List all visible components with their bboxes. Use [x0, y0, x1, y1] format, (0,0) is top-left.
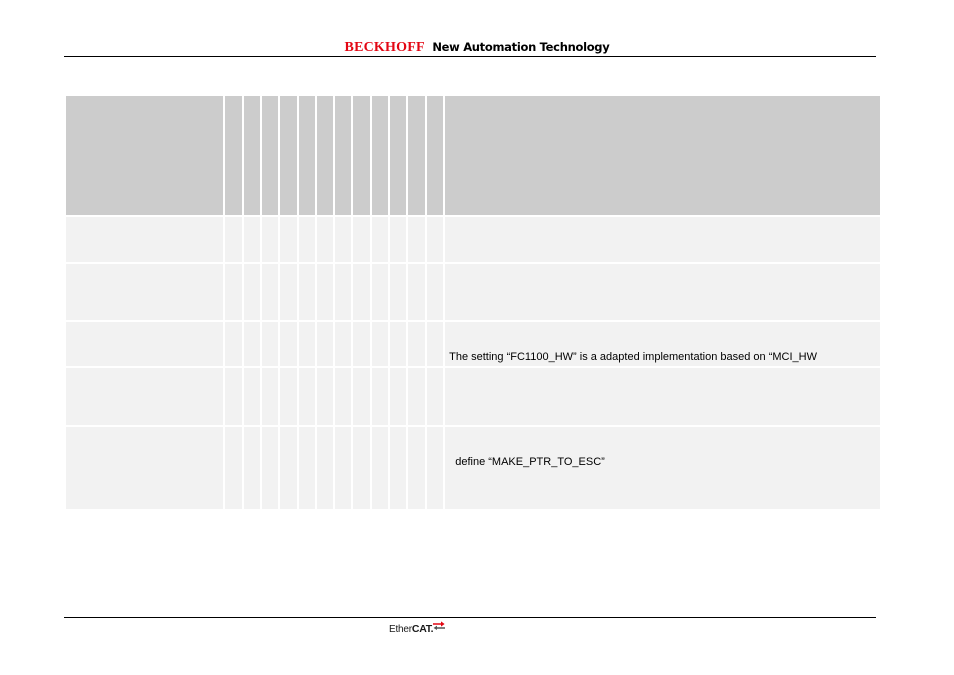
row-flag-cell [427, 368, 443, 425]
row-flag-cell [408, 217, 424, 262]
row-flag-cell [427, 217, 443, 262]
row-flag-cell [225, 217, 241, 262]
row-flag-cell [353, 427, 369, 509]
row-name-cell [66, 264, 223, 320]
row-flag-cell [353, 264, 369, 320]
row-flag-cell [427, 322, 443, 366]
row-name-cell [66, 427, 223, 509]
row-flag-cell [280, 264, 296, 320]
row-flag-cell [335, 427, 351, 509]
row-flag-cell [244, 322, 260, 366]
row-flag-cell [299, 322, 315, 366]
row-name-cell [66, 217, 223, 262]
row-flag-cell [335, 322, 351, 366]
header-cell-flag [280, 96, 296, 215]
row-flag-cell [299, 368, 315, 425]
header-divider [64, 56, 876, 57]
header-cell-flag [372, 96, 388, 215]
header-cell-flag [353, 96, 369, 215]
row-flag-cell [225, 322, 241, 366]
brand-name: BECKHOFF [344, 40, 425, 55]
row-flag-cell [280, 427, 296, 509]
row-flag-cell [390, 264, 406, 320]
row-description-cell [445, 427, 880, 509]
row-flag-cell [390, 427, 406, 509]
row-flag-cell [353, 217, 369, 262]
row-flag-cell [262, 368, 278, 425]
header-cell-description [445, 96, 880, 215]
header-cell-flag [317, 96, 333, 215]
header-cell-flag [335, 96, 351, 215]
row-flag-cell [299, 217, 315, 262]
header-cell-name [66, 96, 223, 215]
row-flag-cell [408, 264, 424, 320]
logo-cat-text: CAT. [411, 623, 434, 635]
row-flag-cell [225, 427, 241, 509]
row-flag-cell [317, 368, 333, 425]
header-brand [0, 38, 954, 57]
row-flag-cell [390, 368, 406, 425]
row-flag-cell [244, 217, 260, 262]
logo-ether-text: Ether [389, 624, 412, 635]
table-row [66, 322, 880, 366]
row-flag-cell [299, 427, 315, 509]
row-description-cell [445, 217, 880, 262]
table-header-row [66, 96, 880, 215]
header-cell-flag [299, 96, 315, 215]
header-cell-flag [244, 96, 260, 215]
table-row [66, 368, 880, 425]
row-description-cell [445, 264, 880, 320]
header-cell-flag [408, 96, 424, 215]
row-flag-cell [408, 322, 424, 366]
brand-tagline: New Automation Technology [432, 40, 610, 54]
row-flag-cell [408, 368, 424, 425]
header-cell-flag [225, 96, 241, 215]
header-cell-flag [390, 96, 406, 215]
table-row [66, 217, 880, 262]
row-flag-cell [262, 427, 278, 509]
row-flag-cell [317, 217, 333, 262]
row-flag-cell [225, 264, 241, 320]
row-flag-cell [372, 322, 388, 366]
row-flag-cell [280, 322, 296, 366]
row-flag-cell [244, 264, 260, 320]
row-flag-cell [225, 368, 241, 425]
row-flag-cell [244, 427, 260, 509]
row-flag-cell [335, 217, 351, 262]
row-flag-cell [427, 264, 443, 320]
row-description-text: define “MAKE_PTR_TO_ESC” [449, 456, 605, 468]
logo-arrows-icon [433, 621, 445, 630]
row-flag-cell [317, 322, 333, 366]
header-cell-flag [427, 96, 443, 215]
row-flag-cell [280, 217, 296, 262]
header-cell-flag [262, 96, 278, 215]
row-description-text: The setting “FC1100_HW” is a adapted implementation based on “MCI_HW [449, 351, 817, 363]
footer-divider [64, 617, 876, 618]
logo-arrow-right [433, 621, 445, 626]
row-name-cell [66, 322, 223, 366]
ethercat-logo [389, 621, 445, 637]
row-flag-cell [390, 322, 406, 366]
settings-table [64, 94, 882, 511]
row-flag-cell [262, 264, 278, 320]
row-flag-cell [372, 427, 388, 509]
logo-arrow-left [434, 626, 445, 630]
table-row [66, 427, 880, 509]
row-flag-cell [244, 368, 260, 425]
row-flag-cell [353, 368, 369, 425]
row-flag-cell [408, 427, 424, 509]
row-name-cell [66, 368, 223, 425]
row-flag-cell [372, 217, 388, 262]
row-flag-cell [335, 368, 351, 425]
row-description-cell [445, 322, 880, 366]
row-flag-cell [317, 427, 333, 509]
row-flag-cell [335, 264, 351, 320]
row-flag-cell [280, 368, 296, 425]
table-row [66, 264, 880, 320]
row-flag-cell [353, 322, 369, 366]
row-flag-cell [317, 264, 333, 320]
row-flag-cell [262, 217, 278, 262]
row-flag-cell [390, 217, 406, 262]
row-flag-cell [299, 264, 315, 320]
row-description-cell [445, 368, 880, 425]
row-flag-cell [372, 264, 388, 320]
row-flag-cell [262, 322, 278, 366]
row-flag-cell [372, 368, 388, 425]
row-flag-cell [427, 427, 443, 509]
